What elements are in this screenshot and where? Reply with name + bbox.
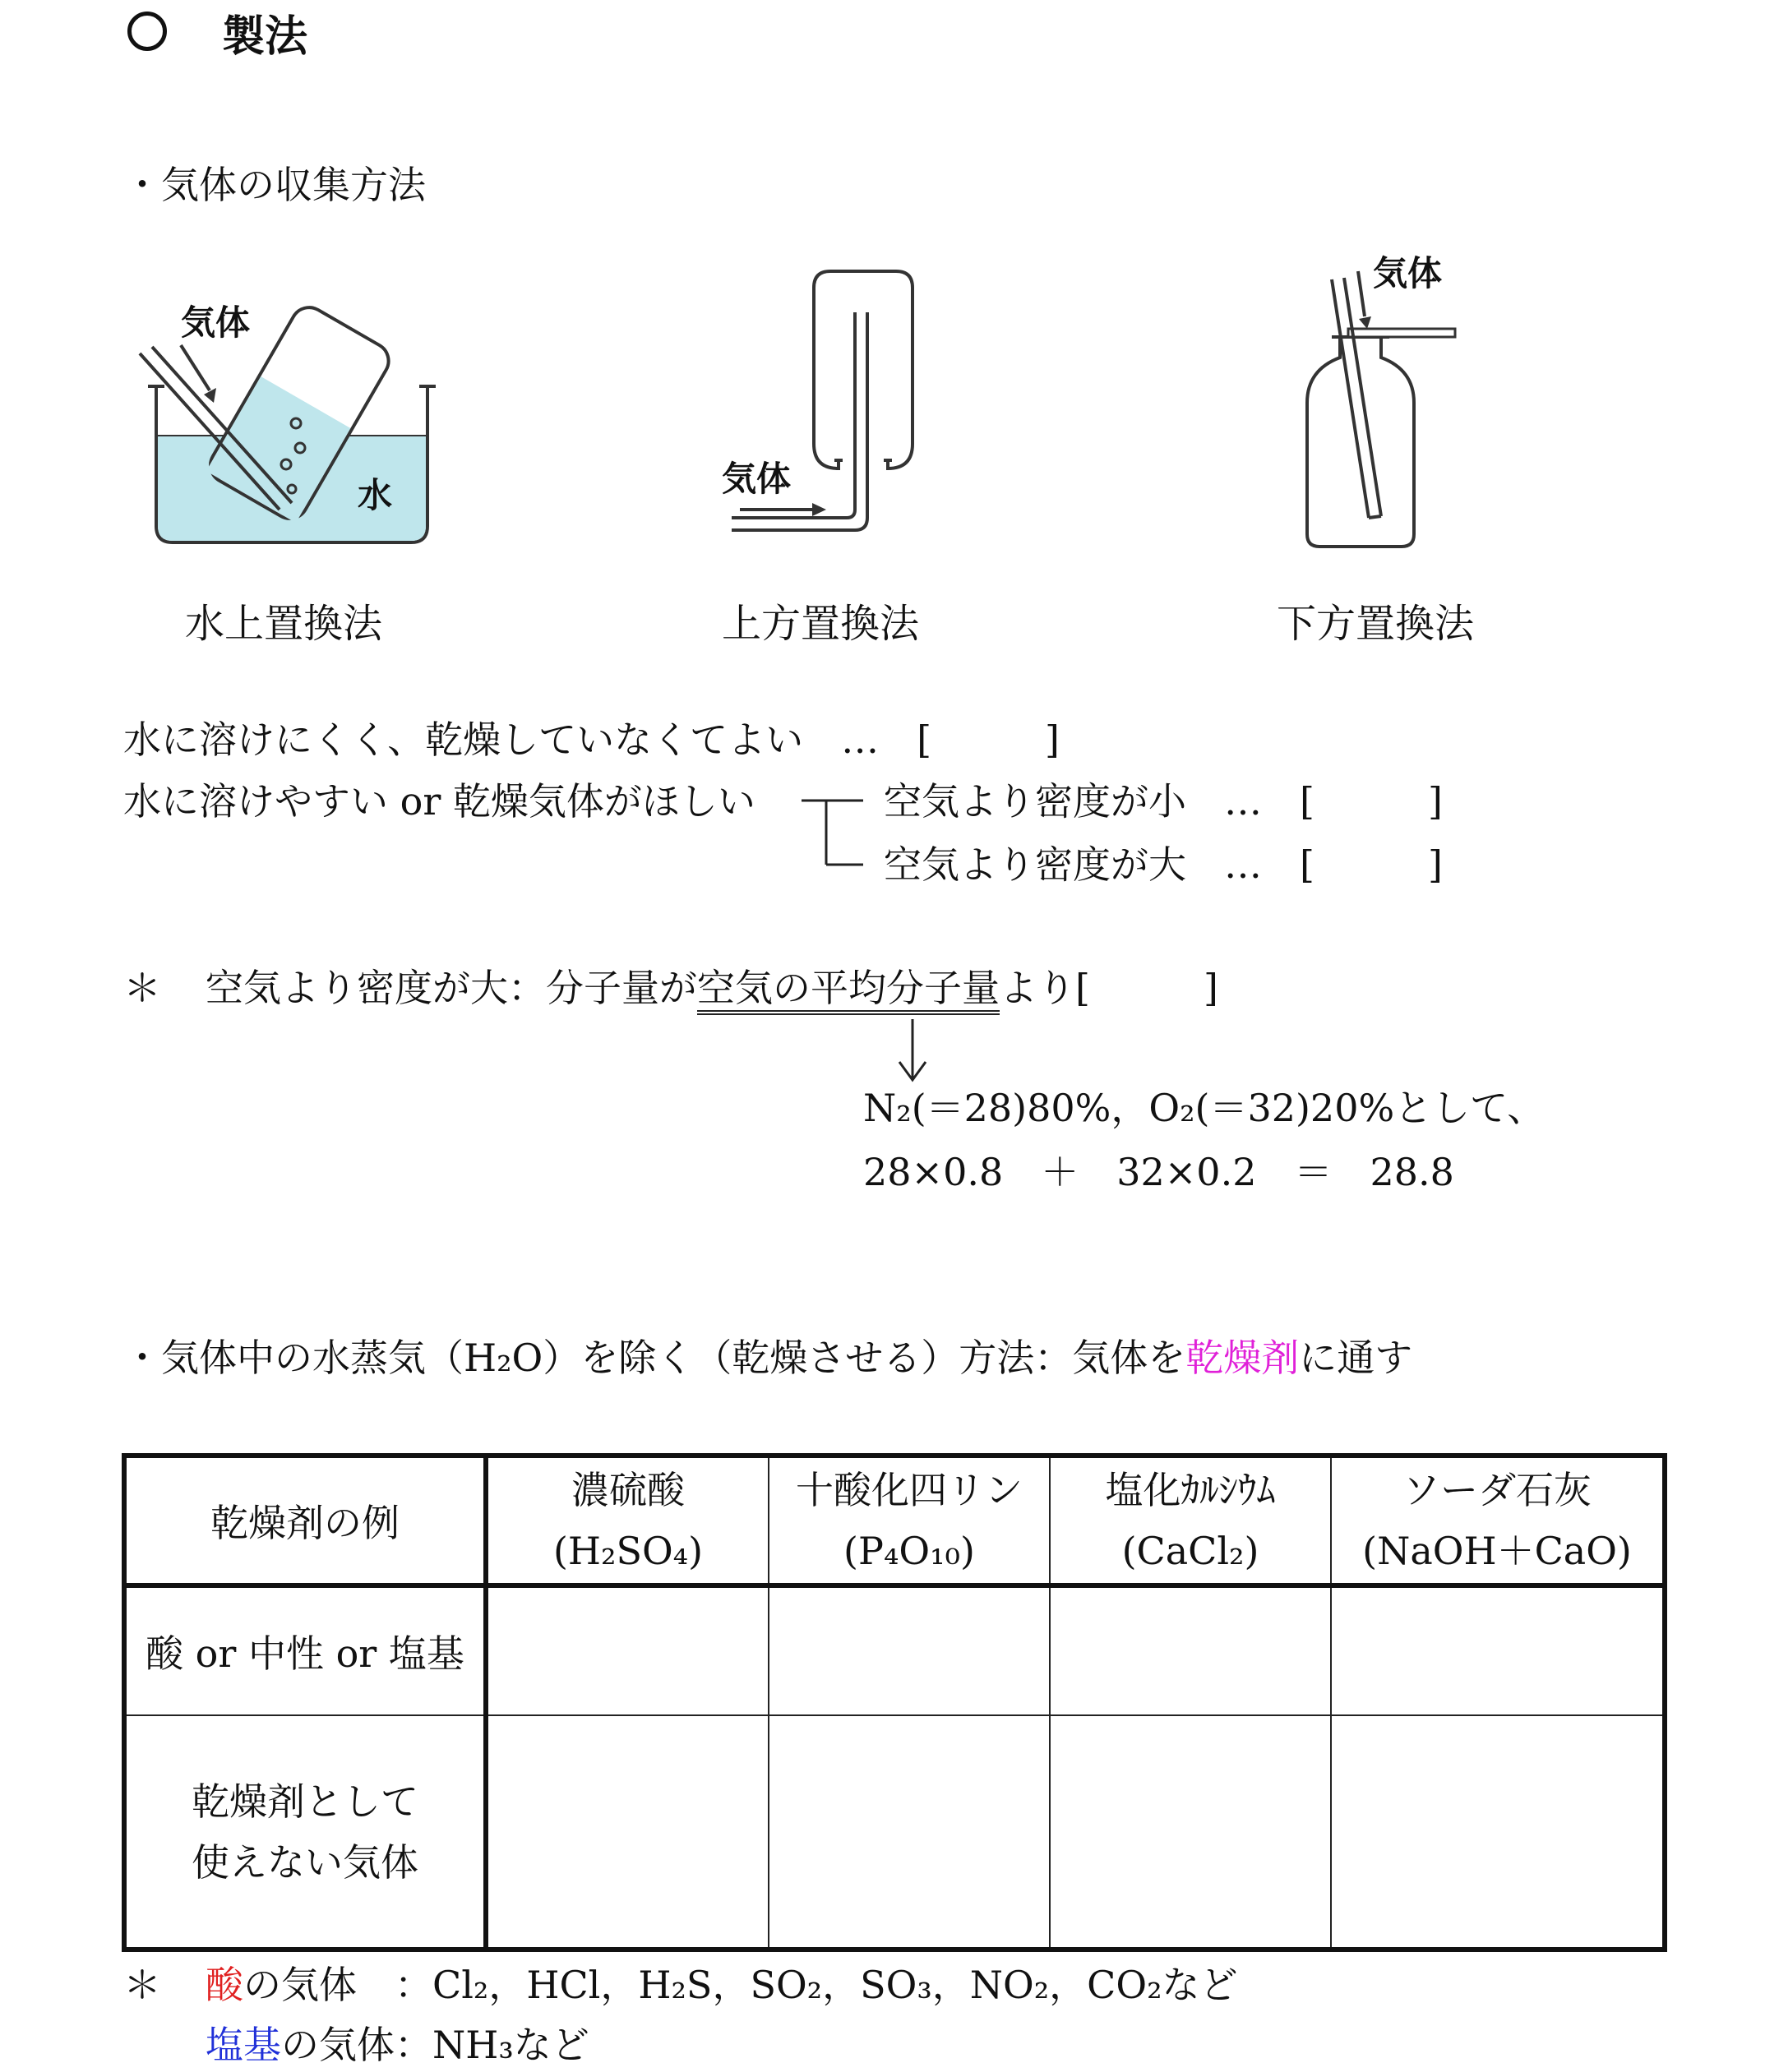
table-cell — [1050, 1585, 1331, 1715]
column-header — [1050, 1456, 1331, 1585]
table-cell — [769, 1585, 1050, 1715]
method-label-downward: 下方置換法 — [1277, 601, 1475, 647]
column-formula: (H₂SO₄) — [552, 1529, 704, 1573]
down-arrow-icon — [896, 1018, 929, 1083]
row-header-acidity: 酸 or 中性 or 塩基 — [124, 1585, 486, 1715]
note-underlined: 空気の平均分子量 — [697, 966, 1000, 1015]
branch-low-density: 空気より密度が小 … [ ] — [884, 779, 1443, 824]
row-header-line: 使えない気体 — [192, 1839, 418, 1885]
method-label-water: 水上置換法 — [185, 601, 383, 647]
base-rest: の気体：NH₃など — [281, 2023, 589, 2067]
table-cell — [1331, 1715, 1665, 1950]
column-name: 濃硫酸 — [571, 1468, 685, 1512]
column-header — [769, 1456, 1050, 1585]
condition-line-1: 水に溶けにくく、乾燥していなくてよい … [ ] — [123, 718, 1060, 762]
gas-label-2: 気体 — [722, 459, 792, 499]
column-header — [1331, 1456, 1665, 1585]
table-cell — [486, 1715, 769, 1950]
water-displacement-diagram — [132, 288, 444, 559]
footnote-base — [206, 2020, 589, 2070]
note-star: ＊ — [123, 966, 161, 1010]
row-header-unusable — [124, 1715, 486, 1950]
row-header-line: 乾燥剤として — [192, 1779, 418, 1824]
drying-agent-table — [122, 1453, 1667, 1952]
row-header-examples: 乾燥剤の例 — [124, 1456, 486, 1585]
branch-connector — [802, 797, 867, 871]
drying-heading-prefix: ・気体中の水蒸気（H₂O）を除く（乾燥させる）方法：気体を — [123, 1336, 1186, 1380]
gas-label-3: 気体 — [1373, 253, 1443, 293]
drying-agent-highlight: 乾燥剤 — [1185, 1336, 1300, 1380]
table-cell — [769, 1715, 1050, 1950]
circle-icon — [127, 12, 167, 51]
column-name: 十酸化四リン — [796, 1468, 1023, 1512]
column-formula: (NaOH＋CaO) — [1362, 1529, 1632, 1573]
base-word: 塩基 — [206, 2023, 281, 2067]
column-name: ソーダ石灰 — [1402, 1468, 1592, 1512]
column-name: 塩化ｶﾙｼｳﾑ — [1105, 1468, 1276, 1512]
method-label-upward: 上方置換法 — [722, 601, 920, 647]
note-prefix: 空気より密度が大：分子量が — [206, 966, 697, 1010]
branch-high-density: 空気より密度が大 … [ ] — [884, 842, 1443, 887]
acid-word: 酸 — [206, 1963, 243, 2007]
note-line — [206, 963, 1218, 1013]
column-header — [486, 1456, 769, 1585]
drying-heading — [123, 1333, 1412, 1382]
footnote-star: ＊ — [123, 1963, 161, 2007]
condition-line-2: 水に溶けやすい or 乾燥気体がほしい — [123, 779, 755, 824]
water-label: 水 — [358, 475, 393, 515]
gas-label-1: 気体 — [181, 302, 251, 343]
table-cell — [1331, 1585, 1665, 1715]
column-formula: (CaCl₂) — [1121, 1529, 1259, 1573]
note-suffix: より[ ] — [1000, 966, 1218, 1010]
footnote-acid — [206, 1960, 1238, 2010]
drying-heading-suffix: に通す — [1299, 1336, 1413, 1380]
calc-line-1: N₂(＝28)80%，O₂(＝32)20%として、 — [863, 1086, 1546, 1130]
page-title: 製法 — [222, 12, 308, 62]
table-cell — [486, 1585, 769, 1715]
table-cell — [1050, 1715, 1331, 1950]
calc-line-2: 28×0.8 ＋ 32×0.2 ＝ 28.8 — [863, 1150, 1454, 1194]
column-formula: (P₄O₁₀) — [843, 1529, 975, 1573]
collection-heading: ・気体の収集方法 — [123, 163, 426, 207]
acid-rest: の気体 ：Cl₂，HCl，H₂S，SO₂，SO₃，NO₂，CO₂など — [243, 1963, 1238, 2007]
